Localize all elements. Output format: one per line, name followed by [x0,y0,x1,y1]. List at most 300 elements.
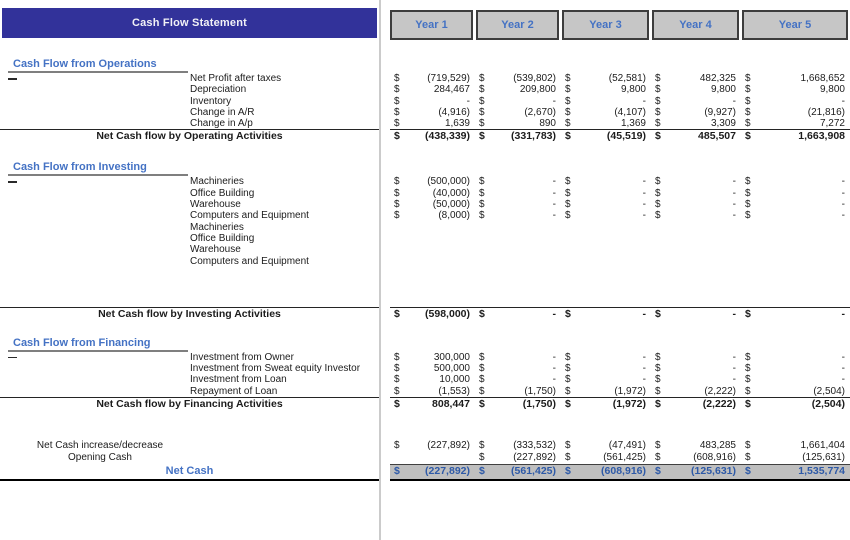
currency-symbol: $ [745,118,751,130]
row-label[interactable]: Investment from Sweat equity Investor [190,363,361,375]
row-label[interactable] [0,440,379,452]
item-row [0,107,850,118]
currency-symbol: $ [565,210,571,222]
item-row [0,233,850,244]
value-cell[interactable] [475,440,561,452]
row-label[interactable]: Office Building [190,232,255,244]
value-cell[interactable] [741,308,850,322]
value-cell[interactable] [651,222,741,233]
cell-value: (1,750) [522,398,556,411]
value-cell[interactable] [651,233,741,244]
cell-value: (1,750) [524,385,556,397]
value-cell[interactable] [741,244,850,255]
row-label[interactable]: Computers and Equipment [190,255,309,267]
column-gap [379,307,390,322]
value-cell[interactable] [651,256,741,267]
currency-symbol: $ [655,199,661,211]
value-cell[interactable] [741,363,850,374]
currency-symbol: $ [479,398,485,411]
value-cell[interactable] [651,130,741,144]
column-gap [379,386,390,397]
row-label[interactable]: Investment from Loan [190,374,287,386]
cell-value: - [466,95,470,107]
column-gap [379,374,390,385]
currency-symbol: $ [479,73,485,84]
column-gap [379,210,390,221]
value-cell[interactable] [741,84,850,95]
statement-rows [0,57,850,481]
value-cells [390,73,850,84]
value-cell[interactable] [561,199,651,210]
currency-symbol: $ [394,73,400,84]
value-cell[interactable] [390,233,475,244]
value-cell[interactable] [561,188,651,199]
cell-value: (52,581) [608,73,646,84]
section-label-cell [0,57,379,73]
cell-value: 9,800 [710,84,736,96]
row-label[interactable]: Net Cash flow by Investing Activities [0,307,379,322]
item-row [0,176,850,187]
value-cell[interactable] [561,244,651,255]
value-cell[interactable] [561,386,651,397]
cell-value: - [642,363,646,375]
value-cell[interactable] [475,107,561,118]
cell-value: (227,892) [513,452,556,464]
statement-title-cell[interactable]: Cash Flow Statement [2,8,377,38]
value-cell[interactable] [561,398,651,412]
currency-symbol: $ [394,118,400,130]
currency-symbol: $ [394,465,400,478]
value-cell[interactable] [390,118,475,129]
value-cell[interactable] [741,374,850,385]
value-cell[interactable] [651,398,741,412]
value-cell[interactable] [741,188,850,199]
cell-value: 485,507 [698,130,736,143]
currency-symbol: $ [394,374,400,386]
cell-value: - [642,374,646,386]
value-cell[interactable] [390,363,475,374]
currency-symbol: $ [394,307,400,320]
currency-symbol: $ [565,84,571,96]
currency-symbol: $ [745,374,751,386]
value-cell[interactable] [561,107,651,118]
value-cell[interactable] [561,352,651,363]
value-cell[interactable] [475,398,561,412]
value-cell[interactable] [475,308,561,322]
value-cells [390,118,850,129]
value-cells [390,307,850,322]
currency-symbol: $ [394,440,400,452]
value-cell[interactable] [651,199,741,210]
value-cell[interactable] [475,256,561,267]
value-cells [390,256,850,267]
value-cell[interactable] [390,352,475,363]
value-cell[interactable] [390,398,475,412]
cell-value: (500,000) [427,176,470,188]
currency-symbol: $ [655,452,661,464]
value-cell[interactable] [390,199,475,210]
row-label[interactable]: Net Cash flow by Operating Activities [0,129,379,144]
value-cell[interactable] [390,107,475,118]
currency-symbol: $ [479,118,485,130]
section-title[interactable]: Cash Flow from Operations [8,57,188,73]
cell-value: 10,000 [439,374,470,386]
currency-symbol: $ [565,118,571,130]
value-cell[interactable] [475,130,561,144]
column-gap [379,222,390,233]
value-cell[interactable] [390,73,475,84]
value-cell[interactable] [561,256,651,267]
value-cell[interactable] [475,84,561,95]
cell-value: - [552,307,556,320]
currency-symbol: $ [745,73,751,84]
currency-symbol: $ [565,106,571,118]
cell-value: (608,916) [693,452,736,464]
currency-symbol: $ [655,385,661,397]
cell-value: (2,504) [813,385,845,397]
value-cell[interactable] [390,386,475,397]
cell-value: 300,000 [433,351,470,363]
value-cell[interactable] [390,244,475,255]
row-label[interactable]: Office Building [190,187,255,199]
column-gap [379,188,390,199]
cell-value: (2,670) [524,106,556,118]
value-cell[interactable] [741,210,850,221]
value-cell[interactable] [475,452,561,464]
value-cell[interactable] [651,188,741,199]
value-cell[interactable] [561,452,651,464]
value-cell[interactable] [651,452,741,464]
value-cell[interactable] [651,210,741,221]
cell-value: 1,639 [444,118,470,130]
value-cell[interactable] [651,73,741,84]
cell-value: (2,222) [704,385,736,397]
item-row [0,199,850,210]
currency-symbol: $ [565,130,571,143]
value-cell[interactable] [651,96,741,107]
value-cell[interactable] [475,244,561,255]
currency-symbol: $ [745,440,751,452]
value-cell[interactable] [475,188,561,199]
currency-symbol: $ [745,95,751,107]
spacer-row [0,322,850,336]
row-label[interactable]: Change in A/R [190,106,255,118]
currency-symbol: $ [479,363,485,375]
value-cell[interactable] [475,96,561,107]
value-cell[interactable] [741,452,850,464]
currency-symbol: $ [565,351,571,363]
value-cell[interactable] [741,176,850,187]
currency-symbol: $ [479,385,485,397]
value-cells [390,374,850,385]
currency-symbol: $ [394,176,400,188]
row-label[interactable]: Warehouse [190,199,241,211]
column-gap [379,118,390,129]
year-header-cell[interactable]: Year 1 [390,10,473,40]
row-label[interactable]: Repayment of Loan [190,385,278,397]
row-label[interactable]: Net Cash [0,464,379,481]
value-cell[interactable] [741,118,850,129]
value-cell[interactable] [561,465,651,479]
currency-symbol: $ [565,199,571,211]
column-gap [379,352,390,363]
value-cell[interactable] [390,96,475,107]
value-cell[interactable] [475,199,561,210]
value-cell[interactable] [475,363,561,374]
row-label[interactable]: Change in A/p [190,118,253,130]
value-cell[interactable] [741,130,850,144]
row-label[interactable]: Machineries [190,221,244,233]
item-row [0,118,850,129]
row-label[interactable] [0,452,379,464]
cell-value: 1,668,652 [800,73,845,84]
value-cell[interactable] [475,233,561,244]
currency-symbol: $ [655,210,661,222]
value-cells [390,397,850,412]
value-cell[interactable] [390,84,475,95]
year-header-cell[interactable]: Year 5 [742,10,848,40]
cell-value: - [732,187,736,199]
cell-value: 284,467 [433,84,470,96]
value-cell[interactable] [475,352,561,363]
column-gap [379,363,390,374]
cell-value: - [841,307,845,320]
value-cell[interactable] [390,210,475,221]
cell-value: 1,663,908 [798,130,845,143]
value-cell[interactable] [741,398,850,412]
value-cell[interactable] [741,256,850,267]
cell-value: - [552,95,556,107]
value-cell[interactable] [561,233,651,244]
currency-symbol: $ [565,187,571,199]
value-cell[interactable] [561,73,651,84]
value-cell[interactable] [741,222,850,233]
value-cell[interactable] [651,440,741,452]
value-cell[interactable] [741,96,850,107]
value-cell[interactable] [561,363,651,374]
cell-value: - [841,363,845,375]
value-cell[interactable] [741,233,850,244]
item-row [0,363,850,374]
column-gap [379,73,390,84]
currency-symbol: $ [565,452,571,464]
value-cell[interactable] [561,84,651,95]
value-cell[interactable] [651,363,741,374]
spacer-row [0,144,850,160]
value-cell[interactable] [390,452,475,464]
cell-value: (438,339) [425,130,470,143]
row-label[interactable]: Computers and Equipment [190,210,309,222]
currency-symbol: $ [565,440,571,452]
cell-value: (539,802) [513,73,556,84]
cell-value: - [841,176,845,188]
cell-value: 209,800 [519,84,556,96]
cell-value: (47,491) [608,440,646,452]
currency-symbol: $ [565,176,571,188]
value-cell[interactable] [390,130,475,144]
value-cell[interactable] [651,107,741,118]
cell-value: 1,661,404 [800,440,845,452]
value-cell[interactable] [390,176,475,187]
item-row [0,96,850,107]
value-cell[interactable] [390,465,475,479]
value-cell[interactable] [561,130,651,144]
cell-value: 3,309 [710,118,736,130]
item-row [0,374,850,385]
value-cell[interactable] [651,118,741,129]
value-cell[interactable] [561,210,651,221]
value-cell[interactable] [475,118,561,129]
year-header-cell[interactable]: Year 2 [476,10,559,40]
currency-symbol: $ [655,307,661,320]
value-cell[interactable] [741,386,850,397]
value-cell[interactable] [651,374,741,385]
total-row [0,129,850,144]
currency-symbol: $ [655,363,661,375]
currency-symbol: $ [565,363,571,375]
cell-value: (125,631) [802,452,845,464]
cell-value: - [642,351,646,363]
column-gap [379,464,390,481]
cell-value: - [552,176,556,188]
cell-value: - [552,210,556,222]
value-cell[interactable] [741,440,850,452]
summary-row [0,440,850,452]
total-row [0,307,850,322]
currency-symbol: $ [479,176,485,188]
value-cell[interactable] [561,222,651,233]
cell-value: - [552,363,556,375]
value-cell[interactable] [475,176,561,187]
value-cell[interactable] [741,199,850,210]
column-gap [379,233,390,244]
cell-value: - [732,374,736,386]
value-cell[interactable] [651,352,741,363]
cell-value: - [642,176,646,188]
value-cells [390,222,850,233]
section-title[interactable]: Cash Flow from Financing [8,336,188,352]
currency-symbol: $ [745,465,751,478]
cell-value: (1,972) [612,398,646,411]
currency-symbol: $ [479,210,485,222]
currency-symbol: $ [479,95,485,107]
value-cell[interactable] [651,465,741,479]
cell-value: 1,369 [620,118,646,130]
cell-value: 808,447 [432,398,470,411]
value-cell[interactable] [475,374,561,385]
currency-symbol: $ [745,84,751,96]
year-header-cell[interactable]: Year 4 [652,10,739,40]
currency-symbol: $ [745,199,751,211]
value-cell[interactable] [651,84,741,95]
row-label[interactable]: Net Cash flow by Financing Activities [0,397,379,412]
currency-symbol: $ [745,187,751,199]
row-label[interactable]: Warehouse [190,244,241,256]
value-cell[interactable] [390,222,475,233]
value-cell[interactable] [741,107,850,118]
value-cell[interactable] [561,176,651,187]
cell-value: (719,529) [427,73,470,84]
item-row [0,352,850,363]
column-gap [379,129,390,144]
value-cell[interactable] [390,440,475,452]
value-cell[interactable] [561,308,651,322]
value-cell[interactable] [390,374,475,385]
cell-value: (2,222) [702,398,736,411]
cell-value: (45,519) [606,130,646,143]
currency-symbol: $ [655,176,661,188]
net-cash-row [0,464,850,481]
cell-value: 1,535,774 [798,465,845,478]
cell-value: - [552,199,556,211]
item-row [0,244,850,255]
currency-symbol: $ [565,95,571,107]
cell-value: (1,972) [614,385,646,397]
row-label[interactable]: Inventory [190,95,232,107]
cell-value: 9,800 [819,84,845,96]
row-label-text: Opening Cash [68,452,132,464]
currency-symbol: $ [745,106,751,118]
value-cell[interactable] [561,118,651,129]
value-cell[interactable] [561,440,651,452]
section-header-row [0,336,850,352]
value-cell[interactable] [741,465,850,479]
value-cell[interactable] [561,374,651,385]
value-cell[interactable] [651,386,741,397]
currency-symbol: $ [394,84,400,96]
value-cell[interactable] [561,96,651,107]
value-cells [390,129,850,144]
row-label[interactable]: Machineries [190,176,244,188]
cell-value: - [732,363,736,375]
currency-symbol: $ [655,440,661,452]
row-label[interactable]: Depreciation [190,84,247,96]
value-cell[interactable] [390,256,475,267]
item-row [0,386,850,397]
value-cell[interactable] [390,188,475,199]
value-cell[interactable] [475,73,561,84]
value-cells [390,84,850,95]
year-header-cell[interactable]: Year 3 [562,10,649,40]
currency-symbol: $ [394,130,400,143]
value-cell[interactable] [475,386,561,397]
currency-symbol: $ [655,73,661,84]
value-cell[interactable] [475,210,561,221]
column-gap [379,107,390,118]
currency-symbol: $ [655,398,661,411]
row-label[interactable]: Investment from Owner [190,351,294,363]
value-cells [390,440,850,452]
value-cell[interactable] [390,308,475,322]
value-cell[interactable] [651,308,741,322]
currency-symbol: $ [394,106,400,118]
value-cells [390,176,850,187]
value-cell[interactable] [475,222,561,233]
value-cell[interactable] [651,176,741,187]
value-cell[interactable] [741,73,850,84]
cell-value: 7,272 [819,118,845,130]
section-title[interactable]: Cash Flow from Investing [8,160,188,176]
cell-value: (331,783) [511,130,556,143]
value-cell[interactable] [651,244,741,255]
cell-value: - [642,95,646,107]
value-cell[interactable] [741,352,850,363]
row-label[interactable]: Net Profit after taxes [190,73,282,84]
currency-symbol: $ [479,199,485,211]
currency-symbol: $ [565,307,571,320]
row-label-text: Net Cash increase/decrease [36,440,164,452]
value-cell[interactable] [475,465,561,479]
